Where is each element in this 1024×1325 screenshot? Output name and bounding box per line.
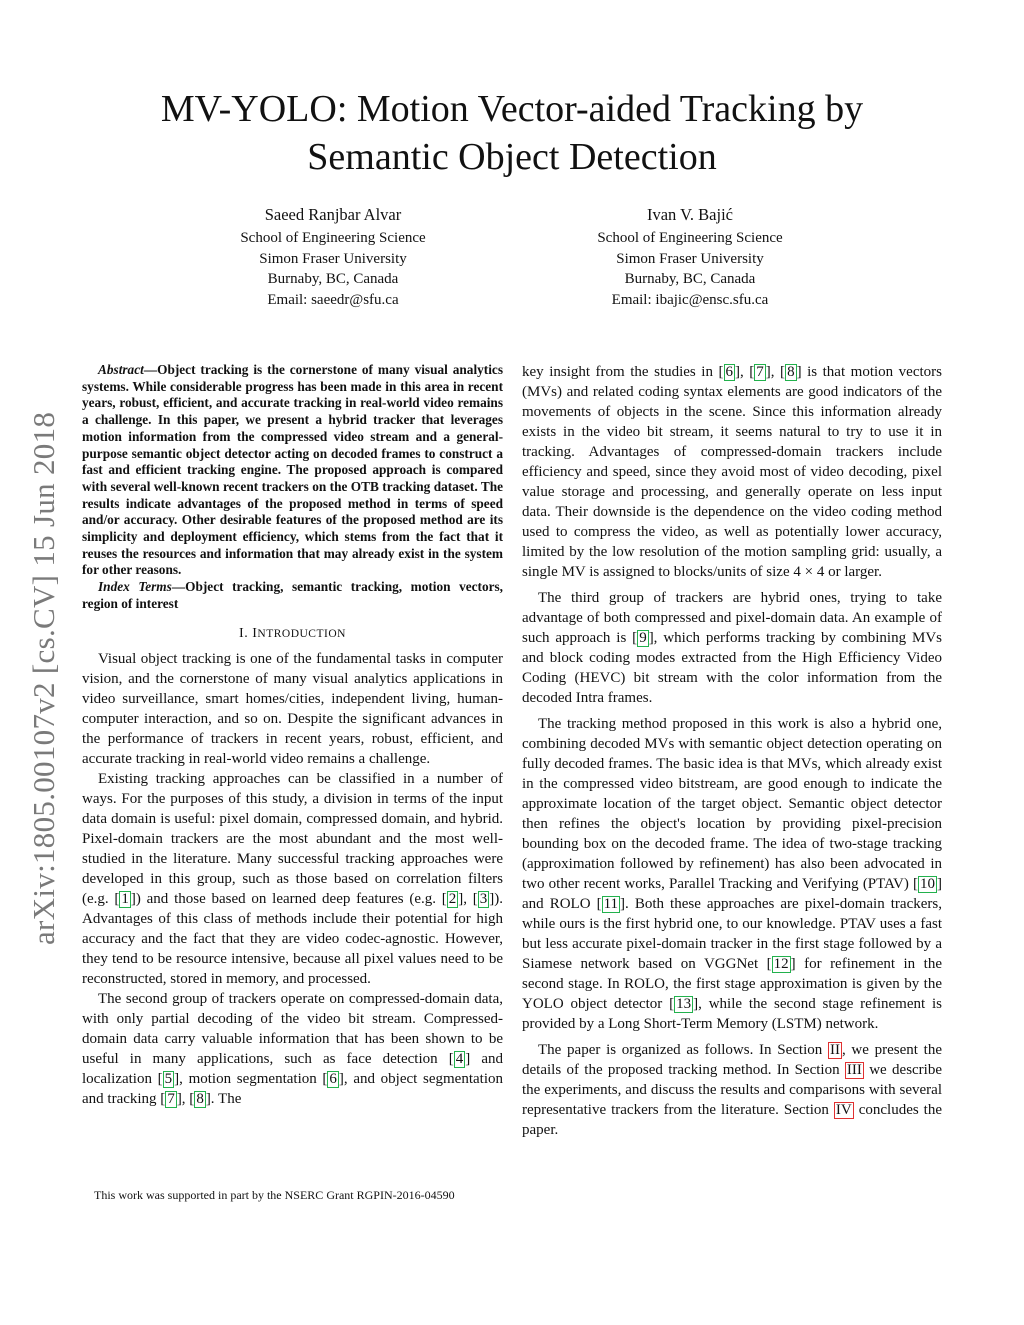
citation-link[interactable]: 10 [920, 876, 935, 892]
section-heading-introduction: I. INTRODUCTION [239, 625, 346, 641]
citation-link[interactable]: 8 [787, 364, 795, 380]
citation-link[interactable]: 12 [773, 956, 789, 972]
left-column [82, 362, 503, 1109]
author-email: Email: saeedr@sfu.ca [267, 291, 399, 308]
author-university: Simon Fraser University [616, 250, 764, 267]
arxiv-identifier: arXiv:1805.00107v2 [cs.CV] 15 Jun 2018 [26, 411, 61, 945]
citation-link[interactable]: 9 [639, 630, 647, 646]
intro-paragraph: The second group of trackers operate on compressed-domain data, with only partial decoding of the video bit stream. Compressed-domain data carry valuable information that has been shown to be useful in many applications, such as face detection [ 4 ] and localization [ 5 ], motion segmentation [ 6 ], and object segmentation and tracking [ 7 ], [ 8 ]. The [82, 990, 504, 1107]
right-column [522, 362, 942, 1146]
citation-link[interactable]: 5 [164, 1070, 173, 1087]
abstract [82, 362, 503, 579]
index-terms-text: —Object tracking, semantic tracking, motion vectors, region of interest [82, 579, 504, 611]
author-department: School of Engineering Science [240, 230, 426, 246]
citation-link[interactable]: 7 [167, 1090, 175, 1107]
author-name: Ivan V. Bajić [646, 205, 733, 224]
citation-link[interactable]: 4 [455, 1050, 464, 1067]
body-paragraph: The paper is organized as follows. In Section II , we present the details of the proposed tracking method. In Section III we describe the experiments, and discuss the results and comparisons with several representative trackers from the literature. Section IV concludes the paper. [522, 1042, 943, 1138]
paper-title: MV-YOLO: Motion Vector-aided Tracking by Semantic Object Detection [160, 88, 864, 178]
citation-link[interactable]: 3 [479, 890, 488, 907]
body-paragraph: The tracking method proposed in this work is also a hybrid one, combining decoded MVs with semantic object detection operating on fully decoded frames. The basic idea is that MVs, which already exist in the compressed video bitstream, are good enough to indicate the approximate location of the target object. Semantic object detector then refines the object's location by providing pixel-precision bounding box on the decoded frame. The idea of two-stage tracking (approximation followed by refinement) has also been advocated in two other recent works, Parallel Tracking and Verifying (PTAV) [ 10 ] and ROLO [ 11 ]. Both these approaches are pixel-domain trackers, while ours is the first hybrid one, to our knowledge. PTAV uses a fast but less accurate pixel-domain tracker in the first stage followed by a Siamese network based on VGGNet [ 12 ] for refinement in the second stage. In ROLO, the first stage approximation is given by the YOLO object detector [ 13 ], while the second stage refinement is provided by a Long Short-Term Memory (LSTM) network. [522, 716, 942, 1032]
intro-paragraph: Existing tracking approaches can be classified in a number of ways. For the purposes of this study, a division in terms of the input data domain is useful: pixel domain, compressed domain, and hybrid. Pixel-domain trackers are the most abundant and the most well-studied in the literature. Many successful tracking approaches were developed in this group, such as those based on correlation filters (e.g. [ 1 ]) and those based on learned deep features (e.g. [ 2 ], [ 3 ]). Advantages of this class of methods include their potential for high accuracy and the fact that they are video codec-agnostic. However, they tend to be resource intensive, because all pixel values need to be reconstructed, stored in memory, and processed. [82, 770, 503, 987]
citation-link[interactable]: 8 [196, 1090, 204, 1107]
citation-link[interactable]: 2 [448, 890, 457, 907]
author-location: Burnaby, BC, Canada [624, 271, 756, 288]
body-paragraph: key insight from the studies in [ 6 ], [ 7 ], [ 8 ] is that motion vectors (MVs) and related coding syntax elements are good indicators of the movements of objects in the scene. Since this information already exists in the video bit stream, it seems natural to try to use it in tracking. Advantages of compressed-domain trackers include efficiency and speed, since they avoid most of video decoding, pixel value storage and processing, and generally operate on less input data. Their downside is the dependence on the video coding method used to compress the video, as well as potentially lower accuracy, limited by the low resolution of the motion sampling grid: usually, a single MV is assigned to blocks/units of size 4 × 4 or larger. [522, 364, 942, 580]
index-terms [82, 579, 503, 612]
author-email: Email: ibajic@ensc.sfu.ca [611, 291, 769, 308]
citation-link[interactable]: 7 [756, 364, 764, 380]
citation-link[interactable]: 6 [725, 364, 733, 380]
abstract-label: Abstract [98, 362, 144, 377]
section-link[interactable]: III [846, 1062, 862, 1078]
citation-link[interactable]: 11 [603, 896, 619, 912]
author-location: Burnaby, BC, Canada [267, 271, 399, 288]
author-block [173, 202, 493, 310]
abstract-text: —Object tracking is the cornerstone of many visual analytics systems. While considerable progress has been made in this area in recent years, robust, efficient, and accurate tracking in real-world video remains a challenge. In this paper, we present a hybrid tracker that leverages motion information from the compressed video stream and a general-purpose semantic object detector acting on decoded frames to construct a fast and efficient tracking engine. The proposed approach is compared with several well-known recent trackers on the OTB tracking dataset. The results indicate advantages of the proposed method in terms of speed and/or accuracy. Other desirable features of the proposed method are its simplicity and deployment efficiency, which stems from the fact that it reuses the resources and information that may already exist in the system for other reasons. [82, 362, 503, 578]
citation-link[interactable]: 6 [329, 1070, 337, 1087]
author-department: School of Engineering Science [597, 230, 783, 246]
author-university: Simon Fraser University [259, 250, 407, 267]
section-link[interactable]: II [829, 1042, 840, 1058]
author-name: Saeed Ranjbar Alvar [264, 205, 402, 224]
body-paragraph: The third group of trackers are hybrid ones, trying to take advantage of both compressed and pixel-domain data. An example of such approach is [ 9 ], which performs tracking by combining MVs and block coding modes extracted from the High Efficiency Video Coding (HEVC) bit stream with the color information from the decoded Intra frames. [522, 590, 942, 706]
author-block [530, 202, 850, 310]
citation-link[interactable]: 1 [121, 890, 129, 907]
citation-link[interactable]: 13 [676, 996, 692, 1012]
intro-paragraph: Visual object tracking is one of the fundamental tasks in computer vision, and the cornerstone of many visual analytics applications in video surveillance, smart homes/cities, independent living, human-computer interaction, and so on. Despite the significant advances in the performance of trackers in recent years, robust, efficient, and accurate tracking in real-world video remains a challenge. [82, 650, 503, 767]
index-terms-label: Index Terms [98, 579, 172, 595]
footnote: This work was supported in part by the NSERC Grant RGPIN-2016-04590 [94, 1188, 455, 1202]
section-link[interactable]: IV [835, 1102, 852, 1118]
